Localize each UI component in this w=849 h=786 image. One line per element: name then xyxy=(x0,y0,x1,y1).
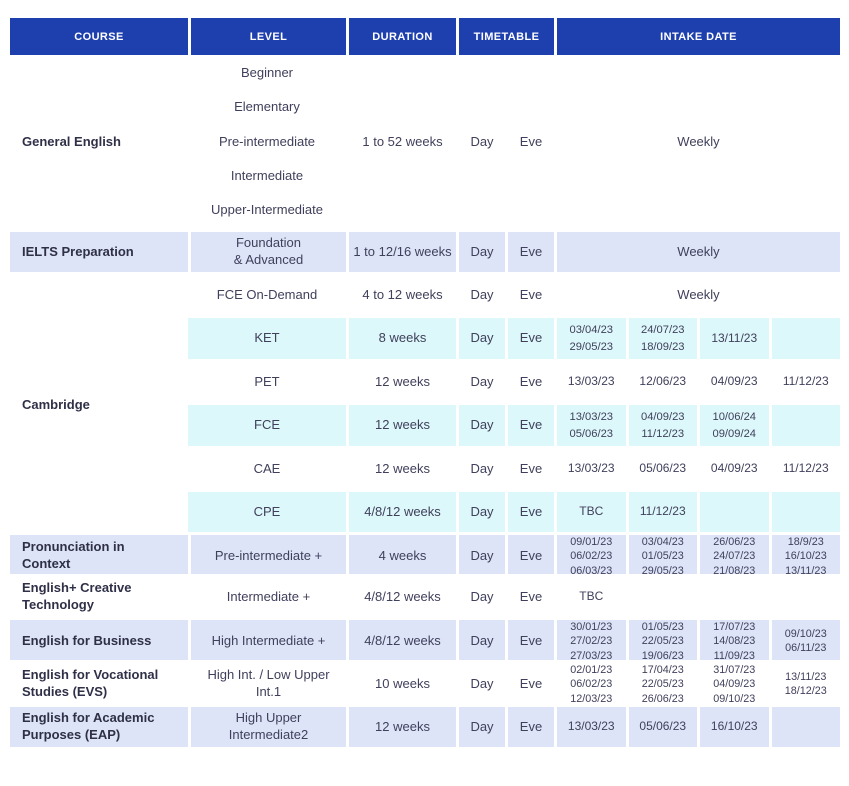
date-text: 10/06/24 xyxy=(712,411,757,424)
course-cell: Pronunciation in Context xyxy=(22,539,125,572)
date-text: 05/06/23 xyxy=(639,719,687,734)
level-text: Foundation xyxy=(235,235,302,251)
duration-cell: 12 weeks xyxy=(346,449,456,489)
day-cell: Day xyxy=(456,492,505,532)
course-cell: General English xyxy=(22,133,121,149)
date-text: 26/06/23 xyxy=(641,692,684,705)
level-cell: CPE xyxy=(253,503,281,519)
date-text: 04/09/23 xyxy=(640,411,685,424)
level-text: Intermediate xyxy=(230,167,304,183)
subrow-fce xyxy=(188,405,840,449)
date-text: 01/05/23 xyxy=(641,550,684,563)
header-cell-duration: DURATION xyxy=(346,18,456,55)
intake-date-cell xyxy=(554,707,626,747)
date-text: 27/03/23 xyxy=(570,649,613,662)
course-cell: Cambridge xyxy=(22,396,90,412)
level-cell: PET xyxy=(254,373,280,389)
level-cell: CAE xyxy=(253,460,281,476)
intake-date-cell xyxy=(554,663,626,706)
date-text: 14/08/23 xyxy=(713,635,756,648)
intake-date-cell xyxy=(626,663,698,706)
duration-cell: 4/8/12 weeks xyxy=(346,492,456,532)
level-cell: KET xyxy=(254,330,280,346)
date-text: 22/05/23 xyxy=(641,678,684,691)
date-text: 06/02/23 xyxy=(570,550,613,563)
day-cell: Day xyxy=(456,405,505,446)
day-cell: Day xyxy=(456,275,505,315)
date-text: 18/09/23 xyxy=(640,340,685,353)
subrow-ket xyxy=(188,318,840,362)
intake-date-cell xyxy=(554,577,626,617)
day-cell: Day xyxy=(456,663,505,706)
day-cell: Day xyxy=(456,577,505,617)
date-text: 11/09/23 xyxy=(713,649,755,662)
date-text: 31/07/23 xyxy=(713,664,756,676)
level-text: Int.1 xyxy=(255,684,282,700)
course-cell: English for Academic Purposes (EAP) xyxy=(22,710,155,742)
duration-cell: 4 to 12 weeks xyxy=(346,275,456,315)
eve-cell: Eve xyxy=(505,55,554,229)
level-cell: High Intermediate + xyxy=(188,620,346,663)
intake-date-cell xyxy=(697,405,769,446)
intake-date-cell xyxy=(697,535,769,578)
date-text: 17/04/23 xyxy=(641,664,684,676)
intake-date-cell xyxy=(697,620,769,663)
subrow-fce-on-demand xyxy=(188,275,840,318)
header-cell-course: COURSE xyxy=(10,18,188,55)
intake-date-cell xyxy=(697,449,769,489)
day-cell: Day xyxy=(456,232,505,272)
eve-cell: Eve xyxy=(505,362,554,402)
cambridge-subrows xyxy=(188,275,840,535)
intake-date-cell xyxy=(626,405,698,446)
date-text: 24/07/23 xyxy=(713,550,756,563)
intake-date-cell xyxy=(769,535,841,578)
level-cell xyxy=(188,707,346,747)
date-text: 13/03/23 xyxy=(569,411,614,424)
date-text: 04/09/23 xyxy=(710,374,758,389)
eve-cell: Eve xyxy=(505,535,554,578)
date-text: 11/12/23 xyxy=(782,374,829,389)
intake-date-cell xyxy=(554,620,626,663)
header-cell-level: LEVEL xyxy=(188,18,346,55)
row-english-for-business xyxy=(10,620,840,663)
course-cell: IELTS Preparation xyxy=(22,243,134,259)
date-text: 03/04/23 xyxy=(641,536,684,548)
date-text: 09/09/24 xyxy=(712,427,757,440)
level-cell: Pre-intermediate + xyxy=(188,535,346,578)
date-text: 13/11/23 xyxy=(785,671,827,684)
date-text: 11/12/23 xyxy=(639,504,686,519)
intake-date-cell xyxy=(554,535,626,578)
date-text: 09/10/23 xyxy=(784,628,827,641)
date-text: 04/09/23 xyxy=(710,461,758,476)
duration-cell: 10 weeks xyxy=(346,663,456,706)
level-text: & Advanced xyxy=(233,252,304,267)
date-text: 06/02/23 xyxy=(570,678,613,691)
eve-cell: Eve xyxy=(505,707,554,747)
date-text: 03/04/23 xyxy=(569,324,614,337)
intake-date-cell xyxy=(626,620,698,663)
intake-date-cell xyxy=(769,362,841,402)
intake-date-cell xyxy=(769,620,841,663)
level-cell xyxy=(188,232,346,272)
date-text: 13/03/23 xyxy=(567,461,615,476)
table-header xyxy=(10,18,840,55)
date-text: 04/09/23 xyxy=(713,678,756,691)
level-text: Intermediate2 xyxy=(228,727,309,742)
eve-cell: Eve xyxy=(505,492,554,532)
row-english-for-academic-purposes xyxy=(10,707,840,750)
eve-cell: Eve xyxy=(505,275,554,315)
date-text: 11/12/23 xyxy=(641,427,685,440)
row-cambridge xyxy=(10,275,840,535)
level-cell xyxy=(188,663,346,706)
subrow-pet xyxy=(188,362,840,405)
intake-date-cell xyxy=(769,577,841,617)
intake-date-cell xyxy=(697,318,769,359)
date-text: 06/03/23 xyxy=(570,564,613,577)
course-cell: English for Business xyxy=(22,632,152,648)
eve-cell: Eve xyxy=(505,449,554,489)
duration-cell: 8 weeks xyxy=(346,318,456,359)
intake-date-cell xyxy=(626,577,698,617)
eve-cell: Eve xyxy=(505,318,554,359)
intake-date-cell xyxy=(554,318,626,359)
date-text: 30/01/23 xyxy=(570,621,613,633)
intake-date-cell xyxy=(554,492,626,532)
level-text: Beginner xyxy=(240,64,294,80)
intake-date-cell xyxy=(626,318,698,359)
date-text: 16/10/23 xyxy=(784,550,827,563)
date-text: 16/10/23 xyxy=(710,719,758,734)
level-cell xyxy=(188,55,346,229)
level-text: Pre-intermediate xyxy=(218,133,316,149)
date-text: 11/12/23 xyxy=(782,461,829,476)
eve-cell: Eve xyxy=(505,620,554,663)
date-text: TBC xyxy=(579,589,604,604)
date-text: 09/01/23 xyxy=(570,536,613,548)
level-text: Elementary xyxy=(234,99,300,115)
intake-date-cell xyxy=(626,707,698,747)
date-text: TBC xyxy=(579,504,604,519)
level-cell: FCE On-Demand xyxy=(216,286,318,302)
level-cell: FCE xyxy=(254,417,280,433)
date-text: 17/07/23 xyxy=(713,621,756,633)
header-cell-intake-date: INTAKE DATE xyxy=(554,18,840,55)
course-cell: English for Vocational Studies (EVS) xyxy=(22,667,159,700)
duration-cell: 12 weeks xyxy=(346,707,456,747)
course-timetable xyxy=(10,18,840,750)
intake-date-cell xyxy=(697,707,769,747)
level-text: Upper-Intermediate xyxy=(211,202,323,218)
duration-cell: 4/8/12 weeks xyxy=(346,620,456,663)
row-general-english xyxy=(10,55,840,232)
duration-cell: 1 to 12/16 weeks xyxy=(346,232,456,272)
intake-date-cell xyxy=(769,449,841,489)
eve-cell: Eve xyxy=(505,577,554,617)
row-english-for-vocational-studies xyxy=(10,663,840,707)
date-text: 29/05/23 xyxy=(569,340,614,353)
day-cell: Day xyxy=(456,55,505,229)
intake-cell: Weekly xyxy=(554,275,840,315)
intake-date-cell xyxy=(697,362,769,402)
row-pronunciation-in-context xyxy=(10,535,840,577)
level-text: High Int. / Low Upper xyxy=(207,667,330,683)
day-cell: Day xyxy=(456,707,505,747)
intake-date-cell xyxy=(626,362,698,402)
date-text: 27/02/23 xyxy=(570,635,613,648)
intake-date-cell xyxy=(626,449,698,489)
date-text: 18/9/23 xyxy=(787,536,824,548)
intake-date-cell xyxy=(554,362,626,402)
general-english-columns xyxy=(188,55,840,229)
date-text: 18/12/23 xyxy=(784,685,827,698)
duration-cell: 4 weeks xyxy=(346,535,456,578)
intake-date-cell xyxy=(626,492,698,532)
intake-cell: Weekly xyxy=(554,55,840,229)
level-text: High Upper xyxy=(235,710,302,726)
intake-date-cell xyxy=(626,535,698,578)
date-text: 21/08/23 xyxy=(713,564,756,577)
date-text: 19/06/23 xyxy=(641,649,684,662)
intake-date-cell xyxy=(769,707,841,747)
date-text: 13/11/23 xyxy=(711,330,758,345)
eve-cell: Eve xyxy=(505,663,554,706)
duration-cell: 12 weeks xyxy=(346,362,456,402)
subrow-cae xyxy=(188,449,840,492)
duration-cell: 12 weeks xyxy=(346,405,456,446)
intake-date-cell xyxy=(769,663,841,706)
date-text: 02/01/23 xyxy=(570,664,613,676)
duration-cell: 1 to 52 weeks xyxy=(346,55,456,229)
intake-date-cell xyxy=(769,318,841,359)
day-cell: Day xyxy=(456,535,505,578)
intake-cell: Weekly xyxy=(554,232,840,272)
date-text: 12/06/23 xyxy=(639,374,687,389)
day-cell: Day xyxy=(456,318,505,359)
date-text: 01/05/23 xyxy=(641,621,684,633)
date-text: 06/11/23 xyxy=(785,642,827,655)
date-text: 05/06/23 xyxy=(639,461,687,476)
row-ielts-preparation xyxy=(10,232,840,275)
date-text: 22/05/23 xyxy=(641,635,684,648)
date-text: 24/07/23 xyxy=(640,324,685,337)
date-text: 13/03/23 xyxy=(567,374,615,389)
eve-cell: Eve xyxy=(505,232,554,272)
date-text: 13/03/23 xyxy=(567,719,615,734)
header-cell-timetable: TIMETABLE xyxy=(456,18,554,55)
date-text: 09/10/23 xyxy=(713,692,756,705)
row-english-creative-technology xyxy=(10,577,840,620)
day-cell: Day xyxy=(456,362,505,402)
intake-date-cell xyxy=(697,492,769,532)
date-text: 26/06/23 xyxy=(713,536,756,548)
eve-cell: Eve xyxy=(505,405,554,446)
intake-date-cell xyxy=(769,492,841,532)
level-cell: Intermediate + xyxy=(188,577,346,617)
day-cell: Day xyxy=(456,620,505,663)
intake-date-cell xyxy=(697,577,769,617)
intake-date-cell xyxy=(554,449,626,489)
intake-date-cell xyxy=(769,405,841,446)
duration-cell: 4/8/12 weeks xyxy=(346,577,456,617)
date-text: 12/03/23 xyxy=(570,692,613,705)
date-text: 05/06/23 xyxy=(569,427,614,440)
course-cell: English+ Creative Technology xyxy=(22,580,132,612)
intake-date-cell xyxy=(554,405,626,446)
day-cell: Day xyxy=(456,449,505,489)
date-text: 29/05/23 xyxy=(641,564,684,577)
subrow-cpe xyxy=(188,492,840,535)
intake-date-cell xyxy=(697,663,769,706)
date-text: 13/11/23 xyxy=(785,564,827,577)
